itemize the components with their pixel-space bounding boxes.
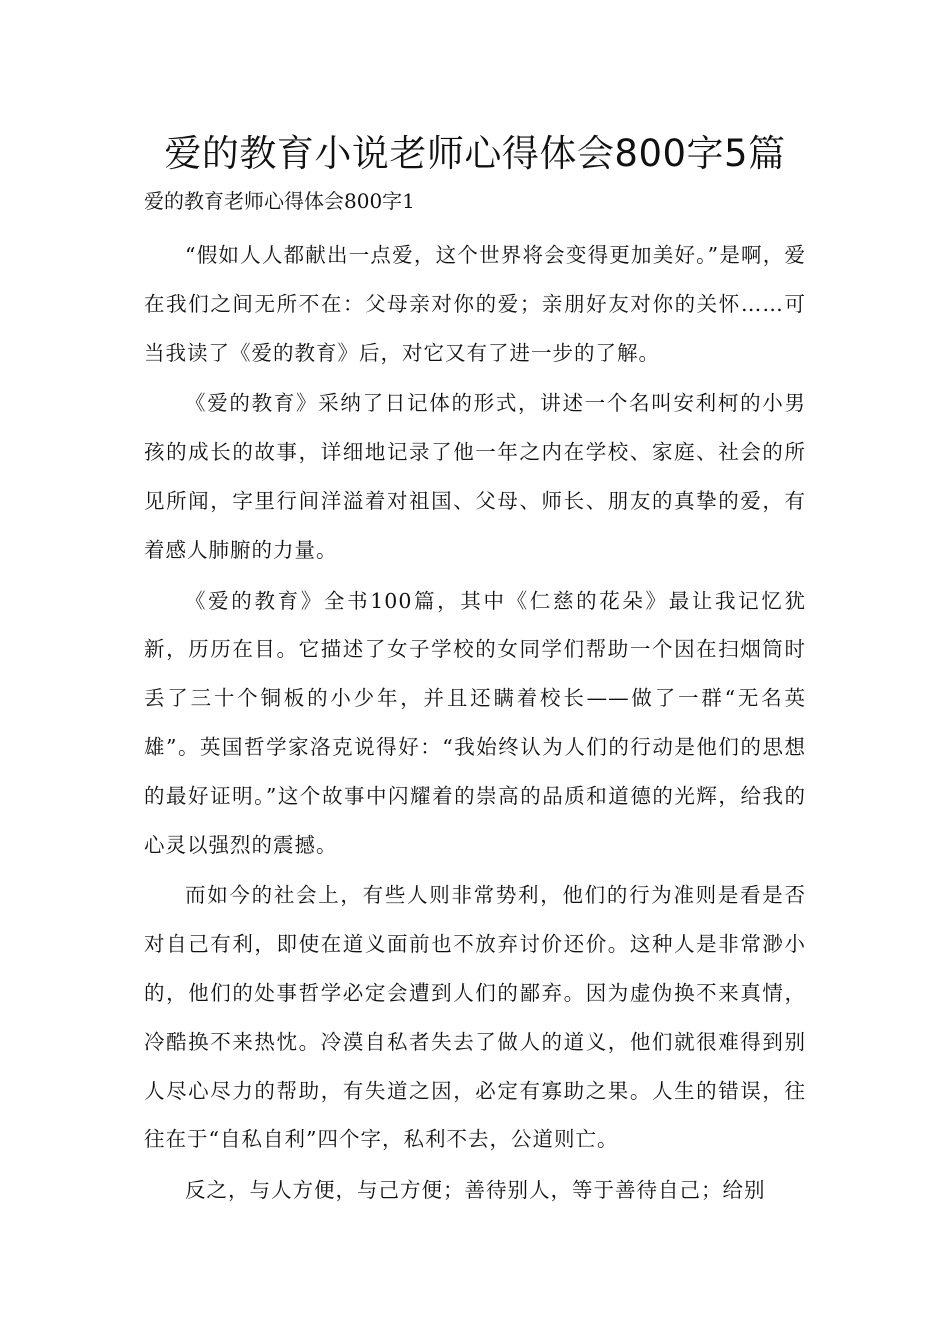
paragraph: “假如人人都献出一点爱，这个世界将会变得更加美好。”是啊，爱在我们之间无所不在：父母亲对你的爱；亲朋好友对你的关怀……可当我读了《爱的教育》后，对它又有了进一步的了解。	[144, 243, 806, 365]
paragraph: 《爱的教育》全书100篇，其中《仁慈的花朵》最让我记忆犹新，历历在目。它描述了女子学校的女同学们帮助一个因在扫烟筒时丢了三十个铜板的小少年，并且还瞒着校长——做了一群“无名英雄”。英国哲学家洛克说得好：“我始终认为人们的行动是他们的思想的最好证明。”这个故事中闪耀着的崇高的品质和道德的光辉，给我的心灵以强烈的震撼。	[144, 588, 806, 857]
body-text	[144, 231, 806, 1217]
section-heading: 爱的教育老师心得体会800字1	[144, 189, 415, 213]
paragraph: 而如今的社会上，有些人则非常势利，他们的行为准则是看是否对自己有利，即使在道义面前也不放弃讨价还价。这种人是非常渺小的，他们的处事哲学必定会遭到人们的鄙弃。因为虚伪换不来真情，冷酷换不来热忱。冷漠自私者失去了做人的道义，他们就很难得到别人尽心尽力的帮助，有失道之因，必定有寡助之果。人生的错误，往往在于“自私自利”四个字，私利不去，公道则亡。	[144, 883, 806, 1152]
document-title: 爱的教育小说老师心得体会800字5篇	[164, 132, 786, 175]
paragraph: 反之，与人方便，与己方便；善待别人，等于善待自己；给别	[185, 1178, 766, 1203]
paragraph: 《爱的教育》采纳了日记体的形式，讲述一个名叫安利柯的小男孩的成长的故事，详细地记录了他一年之内在学校、家庭、社会的所见所闻，字里行间洋溢着对祖国、父母、师长、朋友的真挚的爱，有着感人肺腑的力量。	[144, 391, 806, 562]
